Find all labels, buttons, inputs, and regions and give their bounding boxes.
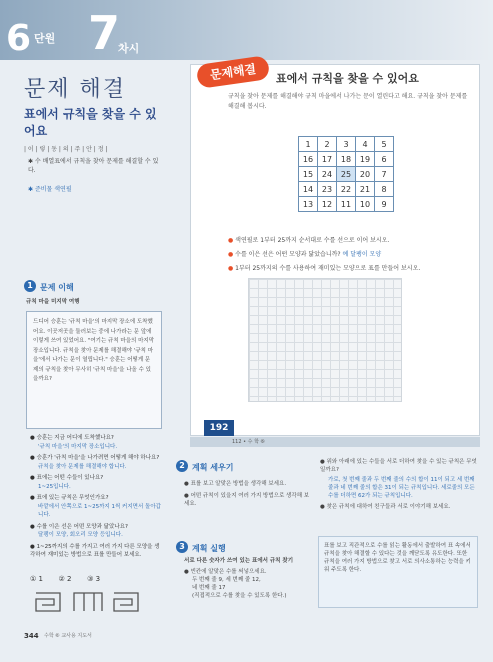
grid-cell: 22: [337, 182, 356, 197]
lesson-number: 7: [88, 6, 121, 60]
header-banner: [0, 0, 493, 60]
bullet-icon: ●: [228, 237, 236, 244]
section2-list: [184, 480, 314, 508]
textbook-intro: 규칙을 찾아 문제를 해결해야 규칙 마을에서 나가는 문이 열린다고 해요. 규칙을 찾아 문제를 해결해 봅시다.: [228, 93, 468, 110]
question-list: [30, 434, 164, 560]
question: ● 수를 이은 선은 어떤 모양과 닮았나요?: [30, 523, 128, 530]
star-icon: ✱: [28, 158, 35, 165]
grid-cell: 24: [318, 167, 337, 182]
question: ● 1~25까지의 수를 가지고 여러 가지 다른 모양을 생각하여 재미있는 방법으로 표를 만들어 보세요.: [30, 543, 160, 558]
grid-cell: 19: [356, 152, 375, 167]
unit-label: 단원: [34, 32, 56, 45]
answer: 바깥에서 안쪽으로 1~25까지 1씩 커지면서 돌아갑니다.: [38, 503, 161, 518]
section3-item: (직접적으로 수를 찾을 수 있도록 한다.): [192, 593, 287, 599]
grid-row: [299, 197, 394, 212]
hint-answer: 예 달팽이 모양: [342, 251, 382, 258]
page-footer: 수학 ⑥ 교사용 지도서: [44, 633, 92, 639]
question: ● 승훈가 '규칙 마을'을 나가려면 어떻게 해야 하나요?: [30, 455, 160, 461]
section3-item: 네 번째 줄 17: [192, 585, 226, 591]
grid-cell: 21: [356, 182, 375, 197]
spiral-shapes-illustration: [34, 589, 144, 615]
grid-row: [299, 137, 394, 152]
grid-cell: 8: [375, 182, 394, 197]
grid-row: [299, 182, 394, 197]
section1-title: 문제 이해: [40, 283, 74, 292]
grid-cell: 3: [337, 137, 356, 152]
choice-1: ① 1: [30, 575, 43, 583]
grid-cell: 20: [356, 167, 375, 182]
section2-item: ● 표를 보고 알맞은 방법을 생각해 보세요.: [184, 481, 287, 487]
page-number: 344: [24, 632, 39, 640]
textbook-question-2: ● 수를 이은 선은 어떤 모양과 닮았습니까? 예 달팽이 모양: [228, 251, 382, 258]
bullet-icon: ●: [228, 251, 236, 258]
grid-cell: 10: [356, 197, 375, 212]
tag-row: | 이 | 렇 | 동 | 의 | 주 | 안 | 정 |: [24, 146, 108, 153]
grid-row: [299, 152, 394, 167]
lesson-goal: [28, 157, 160, 175]
answer-grid: [248, 278, 402, 402]
grid-cell: 15: [299, 167, 318, 182]
grid-cell: 4: [356, 137, 375, 152]
star-icon: ✱: [28, 186, 35, 193]
textbook-title: 표에서 규칙을 찾을 수 있어요: [276, 72, 419, 85]
section3-badge: 3: [176, 541, 188, 553]
problem-solving-badge: 문제해결: [196, 55, 271, 89]
page-title: 문제 해결: [24, 77, 127, 102]
right-item-answer: 가로, 첫 번째 줄과 두 번째 줄의 수의 합이 11이 되고 세 번째 줄과 네 번째 줄의 합은 31이 되는 규칙입니다. 세로줄의 모든 수를 더하면 62가 되는 규칙입니다.: [328, 477, 475, 499]
grid-cell-center: 25: [337, 167, 356, 182]
right-column-list: [320, 458, 480, 511]
section1-badge: 1: [24, 280, 36, 292]
section2-item: ● 어떤 규칙이 있을지 여러 가지 방법으로 생각해 보세요.: [184, 493, 310, 507]
grid-cell: 18: [337, 152, 356, 167]
grid-cell: 7: [375, 167, 394, 182]
grid-cell: 16: [299, 152, 318, 167]
grid-cell: 12: [318, 197, 337, 212]
section3-intro: 서로 다른 숫자가 쓰여 있는 표에서 규칙 찾기: [184, 558, 294, 564]
section2-badge: 2: [176, 460, 188, 472]
page-subtitle: 표에서 규칙을 찾을 수 있어요: [24, 107, 157, 138]
grid-cell: 23: [318, 182, 337, 197]
choice-3: ③ 3: [87, 575, 101, 583]
lesson-label: 차시: [118, 42, 140, 55]
section3-item: ● 빈칸에 알맞은 수를 써넣으세요.: [184, 569, 267, 575]
bullet-icon: ●: [228, 265, 236, 272]
materials: [28, 184, 72, 193]
goal-text: 수 배열표에서 규칙을 찾아 문제를 해결할 수 있다.: [28, 158, 159, 174]
textbook-question-3: ● 1부터 25까지의 수를 사용하여 재미있는 모양으로 표를 만들어 보시오.: [228, 265, 421, 272]
answer: 규칙을 찾아 문제를 해결해야 합니다.: [38, 463, 127, 470]
grid-cell: 1: [299, 137, 318, 152]
teacher-note-box: [318, 536, 478, 608]
section2-title: 계획 세우기: [192, 463, 234, 472]
grid-cell: 13: [299, 197, 318, 212]
textbook-footer: 112 • 수 학 ⑥: [232, 439, 265, 445]
materials-text: 준비물 색연필: [34, 186, 72, 193]
unit-number: 6: [6, 18, 32, 59]
question: ● 승훈는 지금 어디에 도착했나요?: [30, 435, 114, 441]
section3-title: 계획 실행: [192, 544, 226, 553]
section1-subtitle: 규칙 마을 미지막 여행: [26, 299, 80, 305]
question: ● 표에는 어떤 수들이 있나요?: [30, 475, 104, 481]
answer: 달팽이 모양, 회오리 모양 등입니다.: [38, 532, 123, 538]
grid-cell: 17: [318, 152, 337, 167]
textbook-question-1: ● 색연필로 1부터 25까지 순서대로 수를 선으로 이어 보시오.: [228, 237, 390, 244]
right-item: ● 위와 아래에 있는 수들을 서로 더하여 찾을 수 있는 규칙은 무엇일까요?: [320, 459, 477, 473]
grid-cell: 14: [299, 182, 318, 197]
story-text: 드디어 승훈는 '규칙 마을'의 마지막 장소에 도착했어요. 이곳저곳을 둘러보는 중에 나가라는 문 앞에 이렇게 쓰여 있었어요. "여기는 규칙 마을의 마지막 장소입니다. 규칙을 찾아 문제를 해결해야 '규칙 마을'에서 나가는 문이 열립니다." 승훈는 어떻게 문제의 규칙을 찾아 무사히 '규칙 마을'을 나올 수 있을까요?: [33, 319, 155, 382]
section3-item: 두 번째 줄 9, 세 번째 줄 12,: [192, 577, 261, 583]
grid-cell: 9: [375, 197, 394, 212]
textbook-page-number: 192: [204, 420, 234, 436]
section3-list: [184, 557, 314, 600]
grid-cell: 5: [375, 137, 394, 152]
grid-cell: 6: [375, 152, 394, 167]
grid-cell: 2: [318, 137, 337, 152]
right-item: ● 찾은 규칙에 대하여 친구들과 서로 이야기해 보세요.: [320, 504, 451, 510]
grid-row: [299, 167, 394, 182]
grid-cell: 11: [337, 197, 356, 212]
teacher-note: 표를 보고 직관적으로 수를 읽는 활동에서 출발하여 표 속에서 규칙을 찾아 해결할 수 있다는 것을 깨닫도록 유도한다. 또한 규칙을 여러 가지 방법으로 찾고 서로 의사소통하는 능력을 키워 주도록 한다.: [324, 543, 471, 573]
question: ● 표에 있는 규칙은 무엇인가요?: [30, 495, 109, 501]
number-grid: [298, 136, 394, 212]
answer: 1~25입니다.: [38, 483, 71, 490]
answer: '규칙 마을'의 마지막 장소입니다.: [38, 443, 118, 450]
story-box: [26, 311, 162, 429]
choice-row: [30, 575, 100, 583]
choice-2: ② 2: [58, 575, 72, 583]
